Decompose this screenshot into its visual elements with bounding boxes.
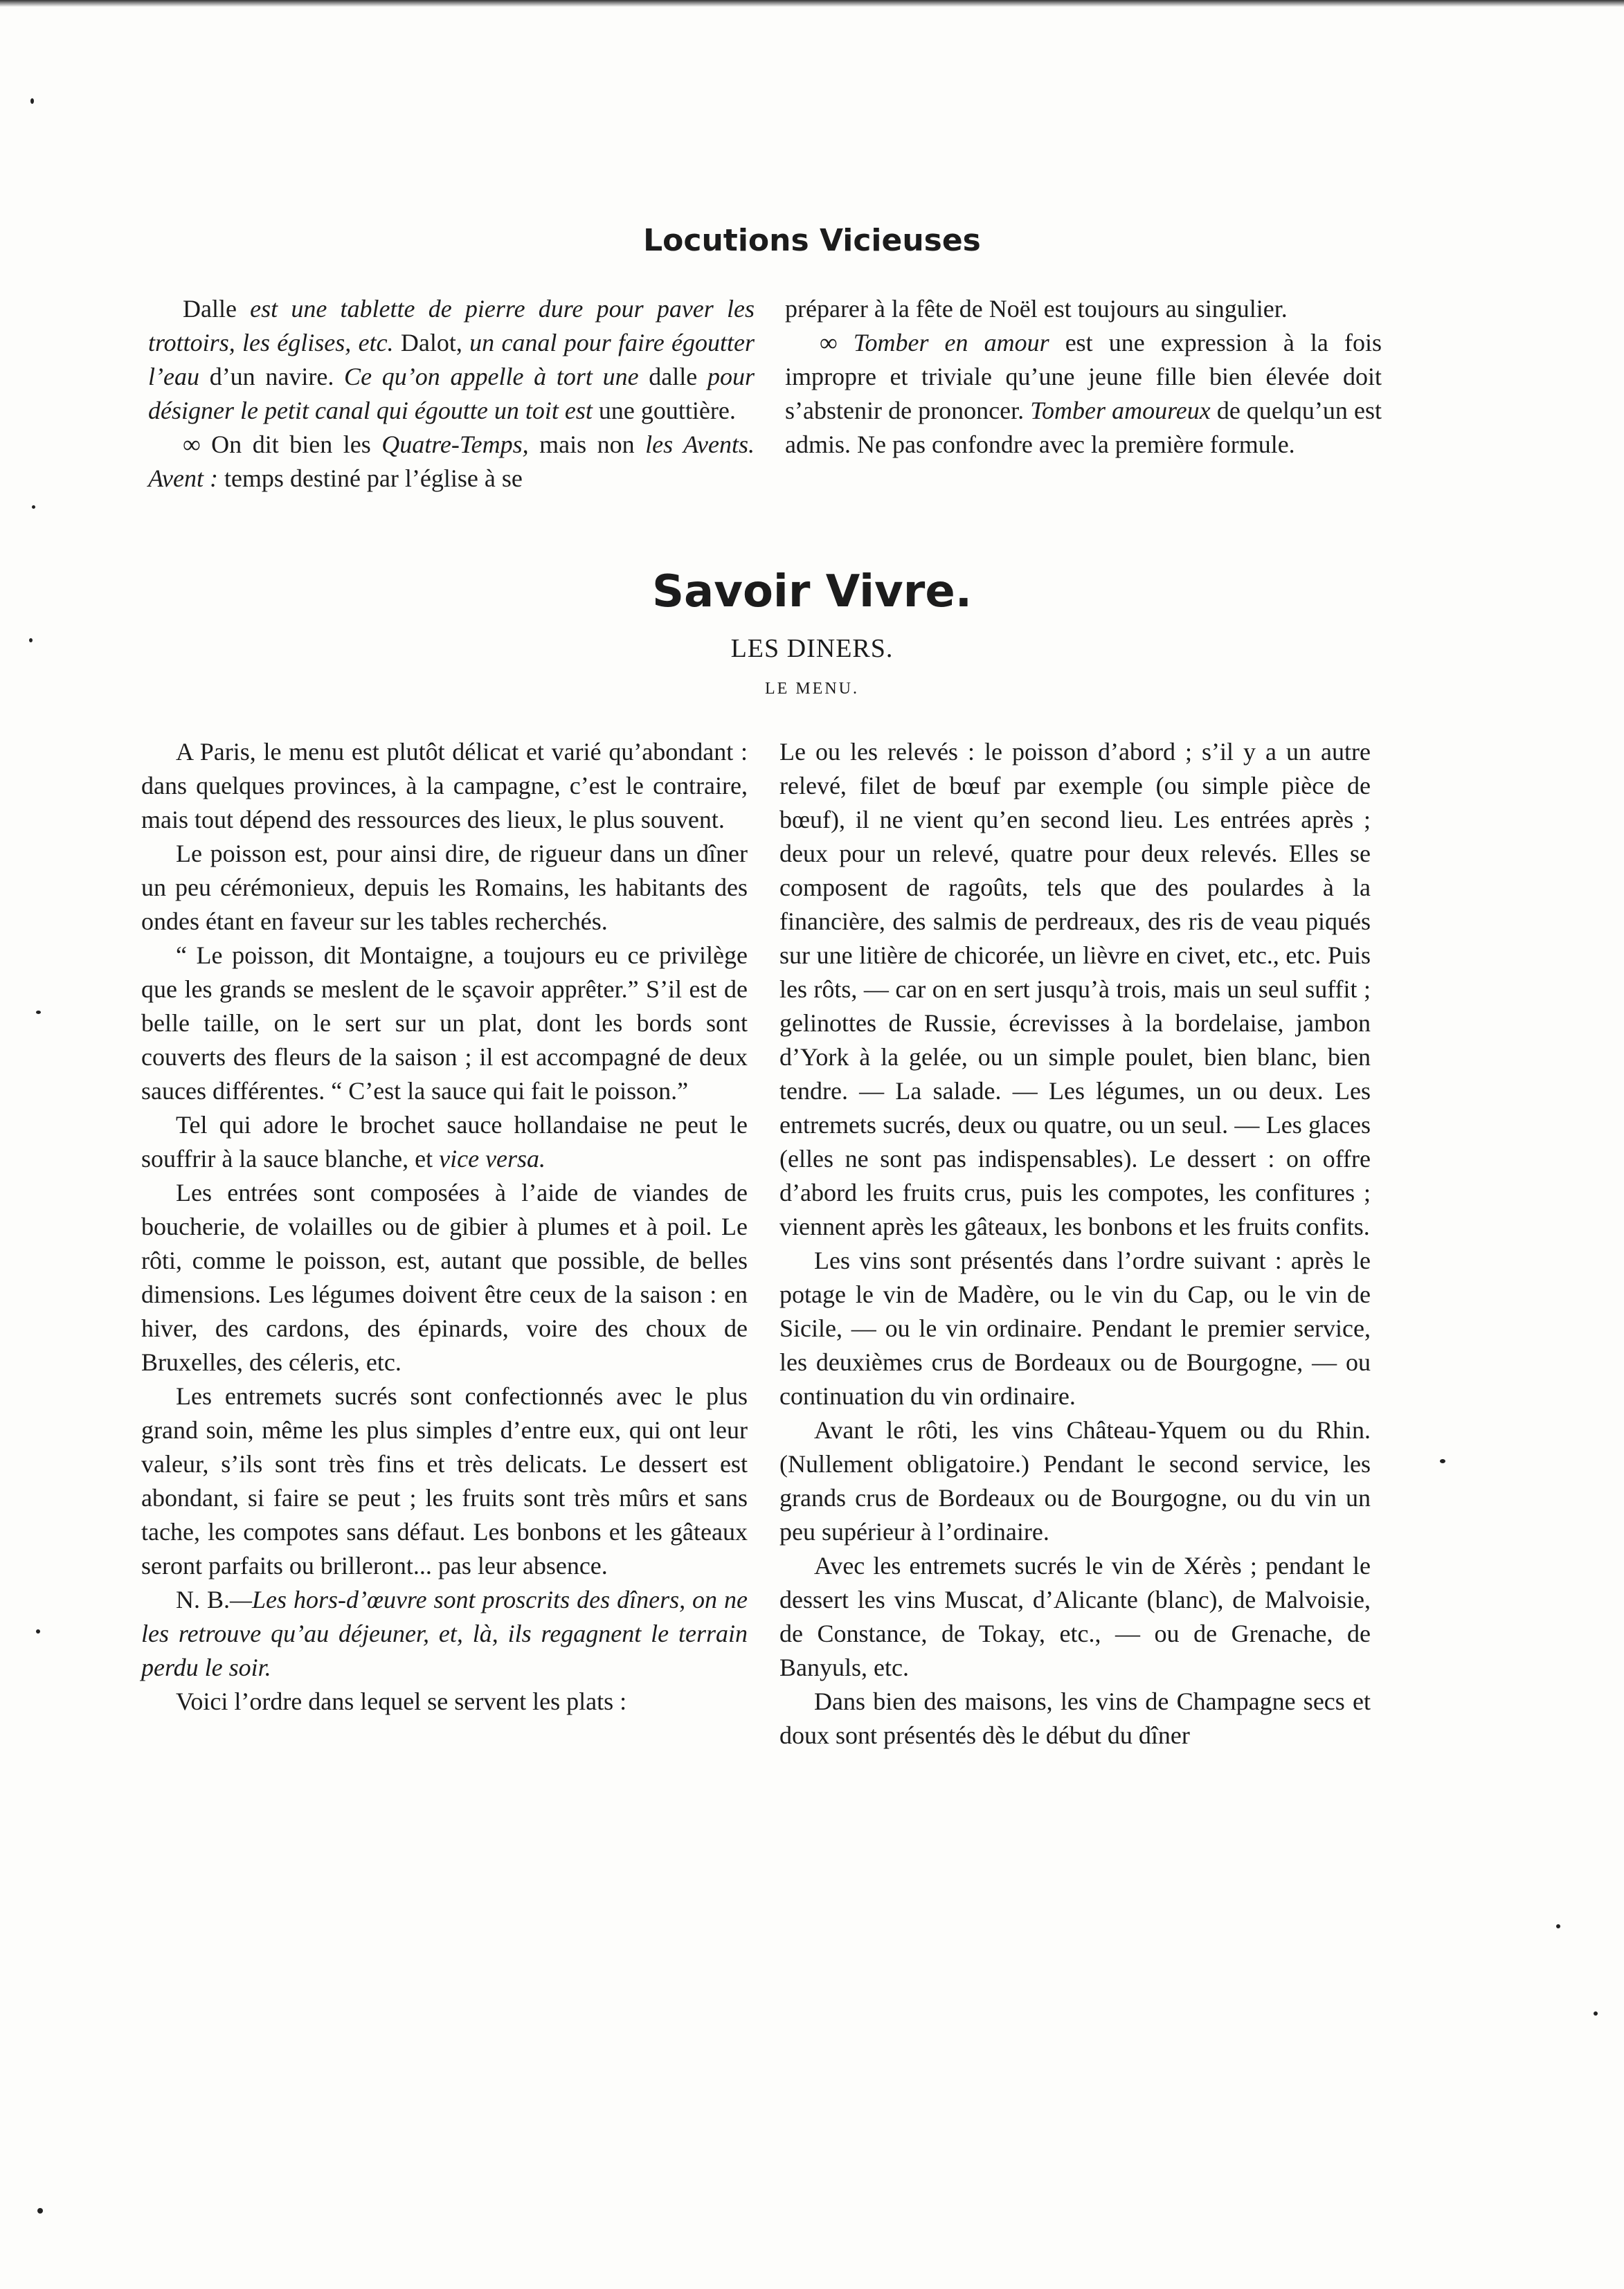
text-run: une gouttière. (598, 397, 736, 424)
paragraph (148, 428, 755, 496)
italic-text: vice versa. (439, 1145, 546, 1173)
text-run: préparer à la fête de Noël est toujours au singulier. (785, 295, 1288, 323)
paragraph (779, 1549, 1371, 1685)
italic-text: Quatre-Temps, (381, 431, 529, 458)
text-run: d’un navire. (209, 363, 334, 390)
text-run: Le poisson est, pour ainsi dire, de rigueur dans un dîner un peu cérémonieux, depuis les Romains, les habitants des ondes étant en faveur sur les tables recherchés. (141, 840, 748, 935)
text-run: ∞ (820, 329, 854, 356)
print-speck (32, 505, 35, 509)
text-run: A Paris, le menu est plutôt délicat et varié qu’abondant : dans quelques provinces, à la campagne, c’est le contraire, mais tout dépend des ressources des lieux, le plus souvent. (141, 738, 748, 833)
text-run: Les entremets sucrés sont confectionnés avec le plus grand soin, même les plus simples d’entre eux, qui ont leur valeur, s’ils sont très fins et très delicats. Le dessert est abondant, si faire se peut ; les fruits sont très mûrs et sans tache, les compotes sans défaut. Les bonbons et les gâteaux seront parfaits ou brilleront... pas leur absence. (141, 1382, 748, 1580)
paragraph (148, 292, 755, 428)
italic-text: un canal pour faire égoutter l’eau (148, 329, 755, 390)
print-speck (1594, 2011, 1598, 2016)
print-speck (30, 98, 34, 104)
text-run: temps destiné par l’église à se (217, 464, 523, 492)
text-run: de quelqu’un est admis. Ne pas confondre avec la première formule. (785, 397, 1382, 458)
italic-text: Tomber amoureux (1030, 397, 1211, 424)
print-speck (1556, 1924, 1560, 1928)
paragraph (785, 292, 1382, 326)
paragraph (141, 1108, 748, 1176)
text-run: Dalle (183, 295, 237, 323)
text-run: Tel qui adore le brochet sauce hollandaise ne peut le souffrir à la sauce blanche, et (141, 1111, 748, 1173)
savoir-vivre-title: Savoir Vivre. (651, 566, 973, 617)
text-run: ∞ On dit bien les (183, 431, 382, 458)
paragraph (141, 1176, 748, 1379)
les-diners-heading: LES DINERS. (730, 634, 894, 663)
text-run: N. B. (176, 1586, 230, 1613)
italic-text: les Avents. (645, 431, 755, 458)
paragraph (141, 1379, 748, 1583)
paragraph (779, 1685, 1371, 1753)
text-run: Avant le rôti, les vins Château-Yquem ou du Rhin. (Nullement obligatoire.) Pendant le second service, les grands crus de Bordeaux ou de Bourgogne, ou du vin un peu supérieur à l’ordinaire. (779, 1416, 1371, 1546)
paragraph (141, 837, 748, 939)
print-speck (36, 1629, 40, 1634)
le-menu-heading: LE MENU. (765, 680, 859, 698)
paragraph (141, 1583, 748, 1685)
text-run: Dalot, (400, 329, 462, 356)
savoir-vivre-left-column (141, 735, 748, 1719)
print-speck (37, 2208, 43, 2214)
italic-text: —Les hors-d’œuvre sont proscrits des dîners, on ne les retrouve qu’au déjeuner, et, là, ils regagnent le terrain perdu le soir. (141, 1586, 748, 1681)
print-speck (36, 1011, 41, 1014)
text-run: “ Le poisson, dit Montaigne, a toujours eu ce privilège que les grands se meslent de le sçavoir apprêter.” S’il est de belle taille, on le sert sur un plat, dont les bords sont couverts des fleurs de la saison ; il est accompagné de deux sauces différentes. “ C’est la sauce qui fait le poisson.” (141, 941, 748, 1105)
locutions-right-column (785, 292, 1382, 462)
paragraph (779, 1413, 1371, 1549)
paragraph (141, 939, 748, 1108)
italic-text: Tomber en amour (853, 329, 1049, 356)
italic-text: Avent : (148, 464, 218, 492)
paragraph (785, 326, 1382, 462)
text-run: Le ou les relevés : le poisson d’abord ; s’il y a un autre relevé, filet de bœuf par exemple (ou simple pièce de bœuf), il ne vient qu’en second lieu. Les entrées après ; deux pour un relevé, quatre pour deux relevés. Elles se composent de ragoûts, tels que des poulardes à la financière, des salmis de perdreaux, des ris de veau piqués sur une litière de chicorée, un lièvre en civet, etc., etc. Puis les rôts, — car on en sert jusqu’à trois, mais un seul suffit ; gelinottes de Russie, écrevisses à la bordelaise, jambon d’York à la gelée, ou un simple poulet, bien blanc, bien tendre. — La salade. — Les légumes, un ou deux. Les entremets sucrés, deux ou quatre, ou un seul. — Les glaces (elles ne sont pas indispensables). Le dessert : on offre d’abord les fruits crus, puis les compotes, les confitures ; viennent après les gâteaux, les bonbons et les fruits confits. (779, 738, 1371, 1240)
print-speck (1440, 1459, 1445, 1463)
italic-text: est une tablette de pierre dure pour paver les trottoirs, les églises, etc. (148, 295, 755, 356)
text-run: Voici l’ordre dans lequel se servent les plats : (176, 1688, 627, 1715)
text-run: dalle (649, 363, 698, 390)
text-run: Les entrées sont composées à l’aide de viandes de boucherie, de volailles ou de gibier à plumes et à poil. Le rôti, comme le poisson, est, autant que possible, de belles dimensions. Les légumes doivent être ceux de la saison : en hiver, des cardons, des épinards, voire des choux de Bruxelles, des céleris, etc. (141, 1179, 748, 1376)
savoir-vivre-right-column (779, 735, 1371, 1753)
text-run: est une expression à la fois impropre et triviale qu’une jeune fille bien élevée doit s’abstenir de prononcer. (785, 329, 1382, 424)
italic-text: Ce qu’on appelle à tort une (334, 363, 649, 390)
locutions-title: Locutions Vicieuses (643, 223, 981, 258)
paragraph (141, 1685, 748, 1719)
page-top-border (0, 0, 1624, 7)
text-run: mais non (528, 431, 646, 458)
paragraph (779, 1244, 1371, 1413)
locutions-left-column (148, 292, 755, 496)
text-run: Les vins sont présentés dans l’ordre suivant : après le potage le vin de Madère, ou le vin du Cap, ou le vin de Sicile, — ou le vin ordinaire. Pendant le premier service, les deuxièmes crus de Bordeaux ou de Bourgogne, — ou continuation du vin ordinaire. (779, 1247, 1371, 1410)
text-run: Avec les entremets sucrés le vin de Xérès ; pendant le dessert les vins Muscat, d’Alicante (blanc), de Malvoisie, de Constance, de Tokay, etc., — ou de Grenache, de Banyuls, etc. (779, 1552, 1371, 1681)
paragraph (779, 735, 1371, 1244)
italic-text: pour désigner le petit canal qui égoutte un toit est (148, 363, 755, 424)
text-run: Dans bien des maisons, les vins de Champagne secs et doux sont présentés dès le début du dîner (779, 1688, 1371, 1749)
paragraph (141, 735, 748, 837)
